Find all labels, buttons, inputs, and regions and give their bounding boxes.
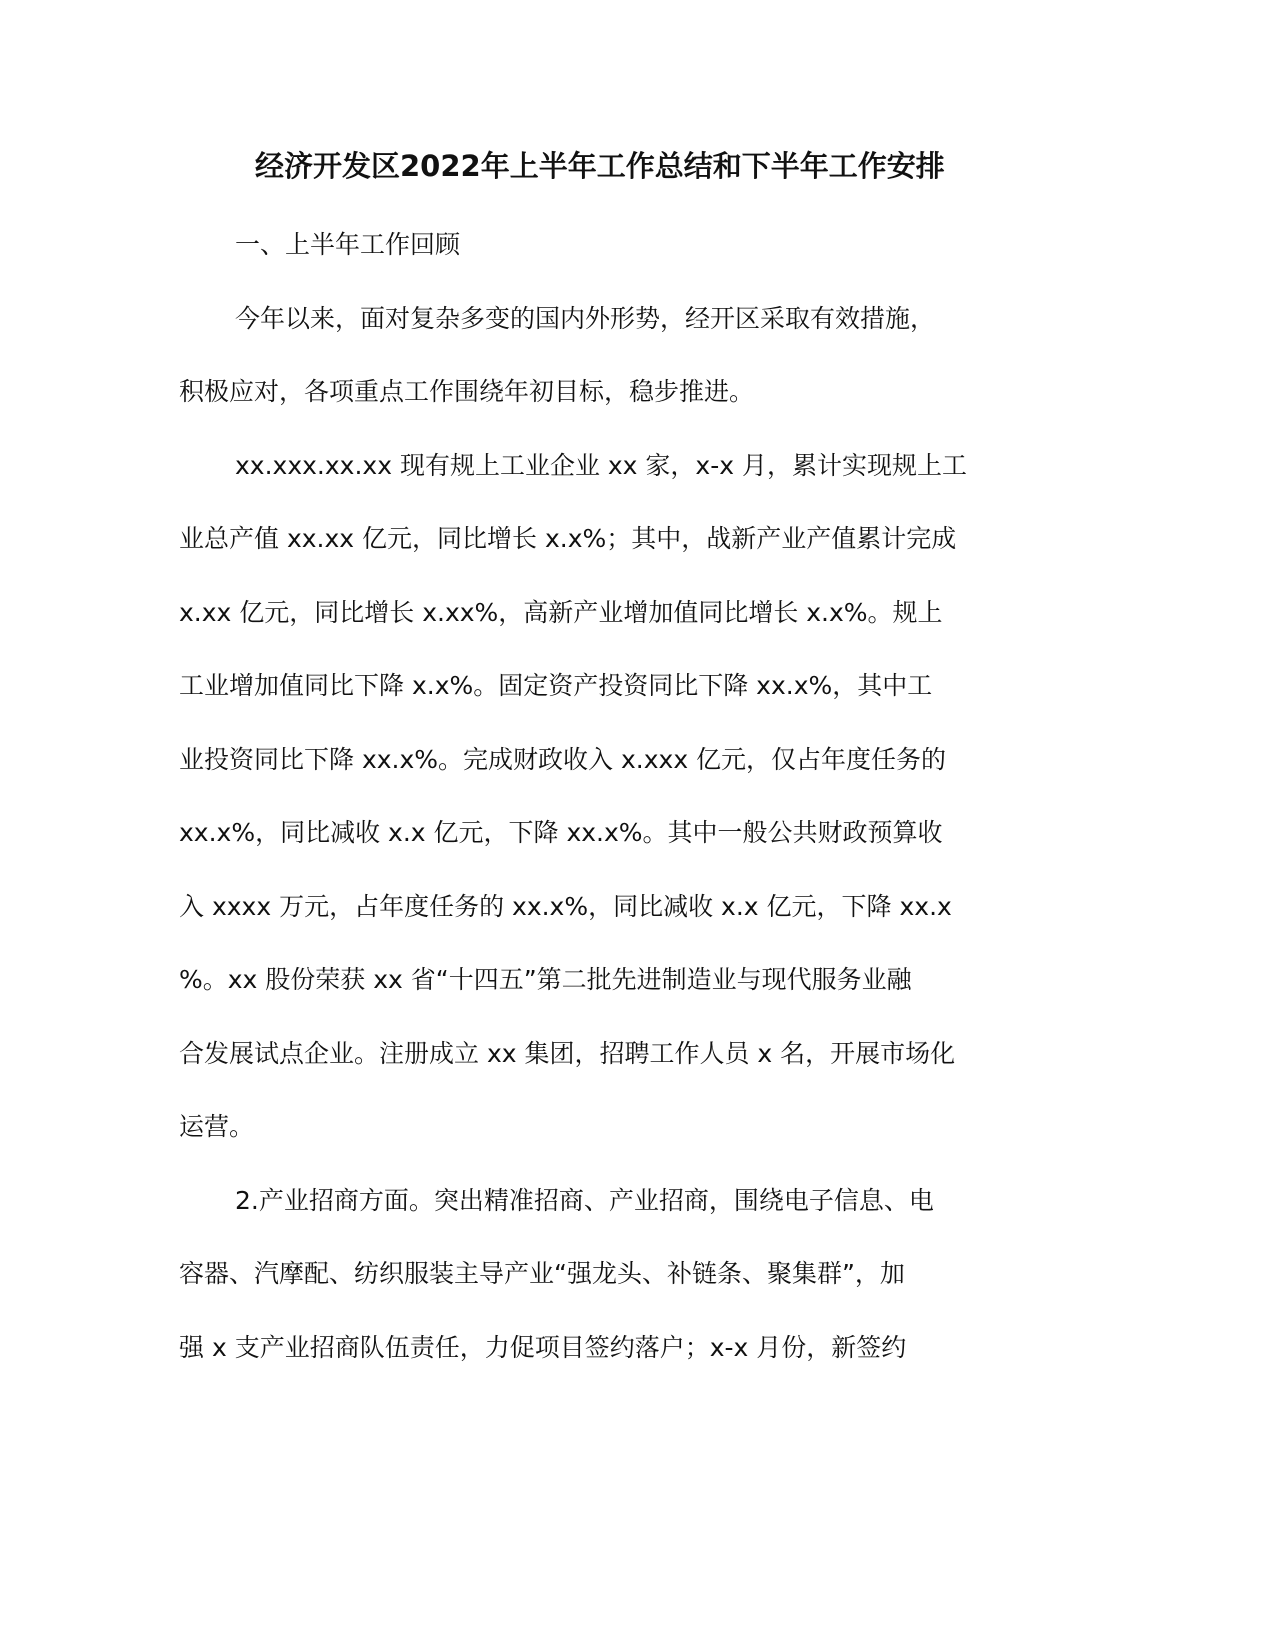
- paragraph-line: xx.xxx.xx.xx 现有规上工业企业 xx 家，x-x 月，累计实现规上工: [235, 451, 967, 480]
- section-heading: 一、上半年工作回顾: [235, 230, 461, 259]
- paragraph-line: 业总产值 xx.xx 亿元，同比增长 x.x%；其中，战新产业产值累计完成: [179, 524, 957, 553]
- paragraph-line: 合发展试点企业。注册成立 xx 集团，招聘工作人员 x 名，开展市场化: [179, 1039, 956, 1068]
- paragraph-line: 业投资同比下降 xx.x%。完成财政收入 x.xxx 亿元，仅占年度任务的: [179, 745, 947, 774]
- paragraph-line: 2.产业招商方面。突出精准招商、产业招商，围绕电子信息、电: [235, 1186, 934, 1215]
- paragraph-line: 积极应对，各项重点工作围绕年初目标，稳步推进。: [179, 377, 755, 406]
- paragraph-line: xx.x%，同比减收 x.x 亿元，下降 xx.x%。其中一般公共财政预算收: [179, 818, 943, 847]
- paragraph-line: 入 xxxx 万元，占年度任务的 xx.x%，同比减收 x.x 亿元，下降 xx.x: [179, 892, 952, 921]
- paragraph-line: 今年以来，面对复杂多变的国内外形势，经开区采取有效措施，: [235, 304, 936, 333]
- paragraph-line: x.xx 亿元，同比增长 x.xx%，高新产业增加值同比增长 x.x%。规上: [179, 598, 943, 627]
- paragraph-line: 容器、汽摩配、纺织服装主导产业“强龙头、补链条、聚集群”，加: [179, 1259, 905, 1288]
- paragraph-line: %。xx 股份荣获 xx 省“十四五”第二批先进制造业与现代服务业融: [179, 965, 912, 994]
- paragraph-line: 工业增加值同比下降 x.x%。固定资产投资同比下降 xx.x%，其中工: [179, 671, 933, 700]
- paragraph-line: 强 x 支产业招商队伍责任，力促项目签约落户；x-x 月份，新签约: [179, 1333, 907, 1362]
- document-title: 经济开发区2022年上半年工作总结和下半年工作安排: [255, 149, 945, 183]
- paragraph-line: 运营。: [179, 1112, 255, 1141]
